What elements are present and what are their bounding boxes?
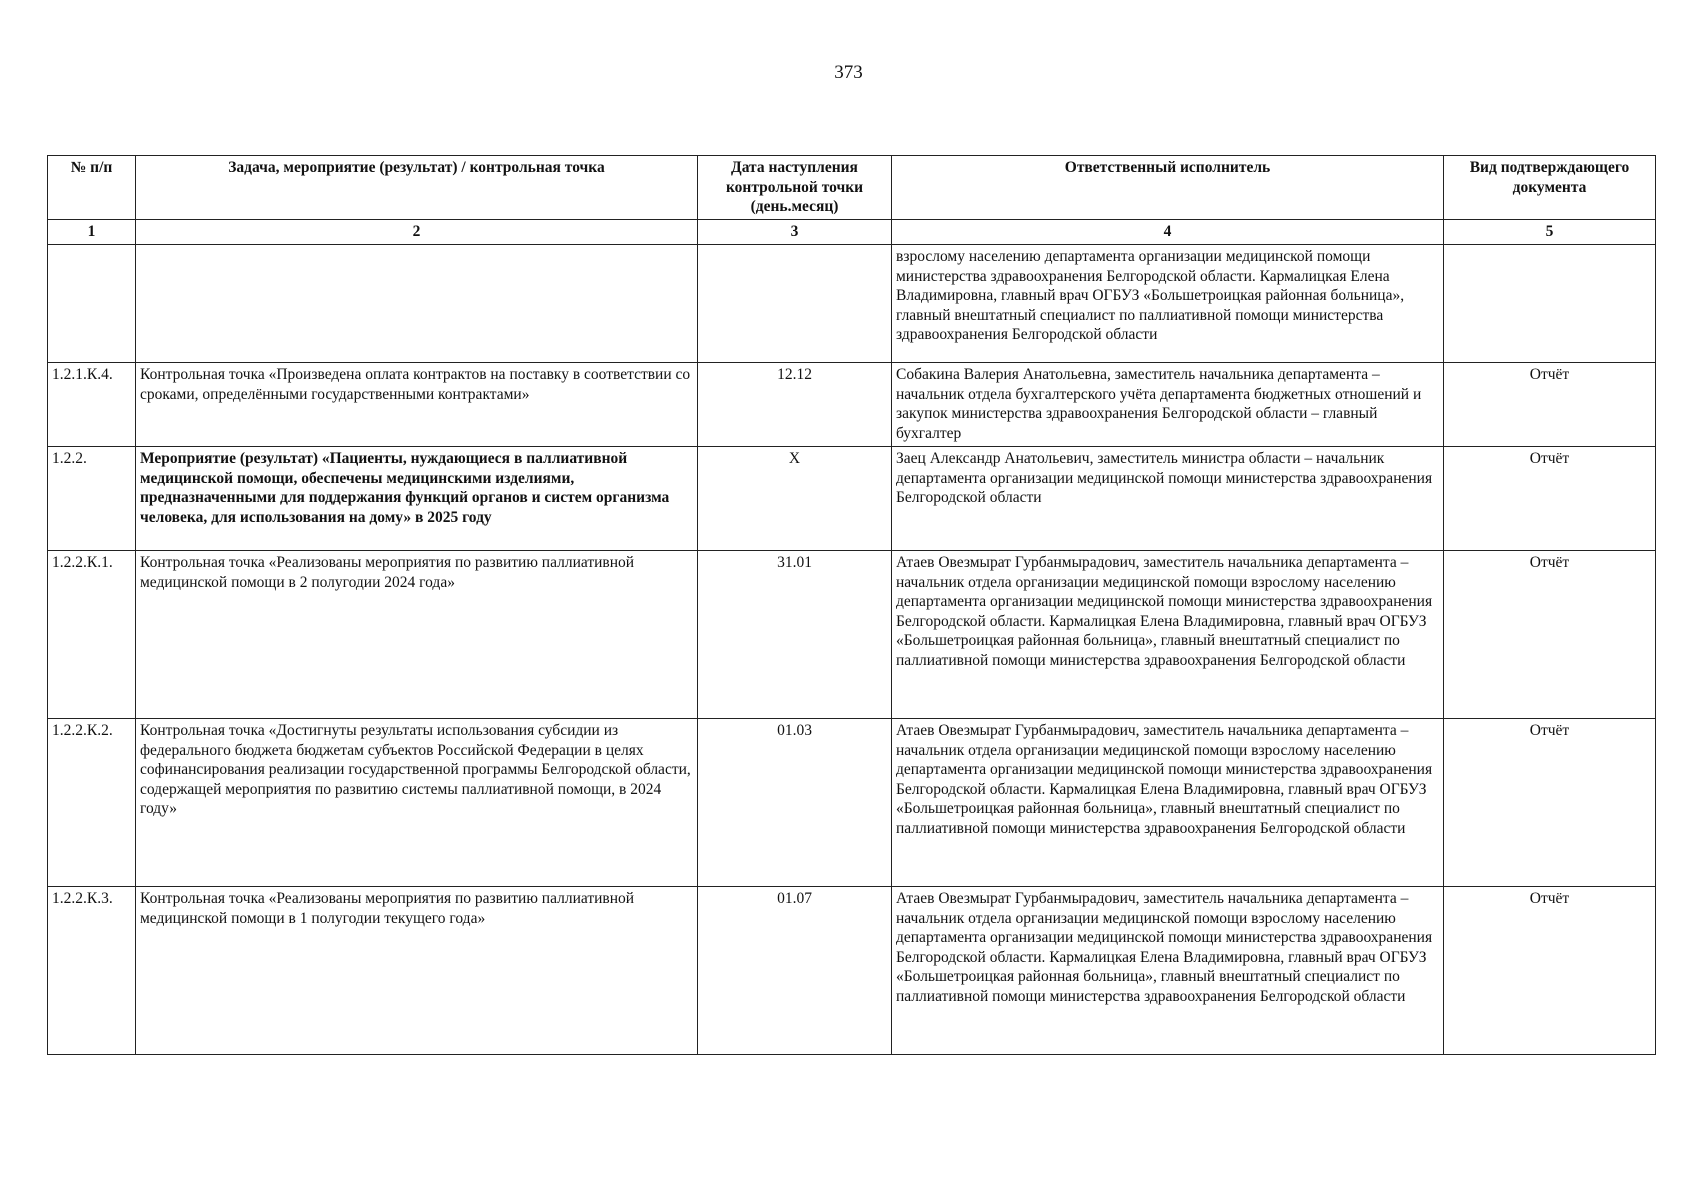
row-executor: Заец Александр Анатольевич, заместитель министра области – начальник департамента организации медицинской помощи министерства здравоохранения Белгородской области xyxy=(892,447,1444,551)
row-executor: Атаев Овезмырат Гурбанмырадович, заместитель начальника департамента – начальник отдела организации медицинской помощи взрослому населению департамента организации медицинской помощи министерства здравоохранения Белгородской области. Кармалицкая Елена Владимировна, главный врач ОГБУЗ «Большетроицкая районная больница», главный внештатный специалист по паллиативной помощи министерства здравоохранения Белгородской области xyxy=(892,887,1444,1055)
row-number: 1.2.2. xyxy=(48,447,136,551)
row-date: 01.07 xyxy=(698,887,892,1055)
row-number: 1.2.2.К.1. xyxy=(48,551,136,719)
table-row xyxy=(48,245,1656,363)
row-executor: Атаев Овезмырат Гурбанмырадович, заместитель начальника департамента – начальник отдела организации медицинской помощи взрослому населению департамента организации медицинской помощи министерства здравоохранения Белгородской области. Кармалицкая Елена Владимировна, главный врач ОГБУЗ «Большетроицкая районная больница», главный внештатный специалист по паллиативной помощи министерства здравоохранения Белгородской области xyxy=(892,551,1444,719)
row-document: Отчёт xyxy=(1444,363,1656,447)
row-task: Контрольная точка «Реализованы мероприятия по развитию паллиативной медицинской помощи в 1 полугодии текущего года» xyxy=(136,887,698,1055)
row-document xyxy=(1444,245,1656,363)
row-number: 1.2.2.К.2. xyxy=(48,719,136,887)
column-number: 3 xyxy=(698,220,892,245)
header-number: № п/п xyxy=(48,156,136,220)
row-date: 01.03 xyxy=(698,719,892,887)
row-document: Отчёт xyxy=(1444,447,1656,551)
table-header-row xyxy=(48,156,1656,220)
table-row xyxy=(48,363,1656,447)
row-executor: Собакина Валерия Анатольевна, заместитель начальника департамента – начальник отдела бухгалтерского учёта департамента бюджетных отношений и закупок министерства здравоохранения Белгородской области – главный бухгалтер xyxy=(892,363,1444,447)
control-points-table xyxy=(47,155,1656,1055)
header-executor: Ответственный исполнитель xyxy=(892,156,1444,220)
column-number-row xyxy=(48,220,1656,245)
header-document: Вид подтверждающего документа xyxy=(1444,156,1656,220)
row-task: Мероприятие (результат) «Пациенты, нуждающиеся в паллиативной медицинской помощи, обеспечены медицинскими изделиями, предназначенными для поддержания функций органов и систем организма человека, для использования на дому» в 2025 году xyxy=(136,447,698,551)
header-task: Задача, мероприятие (результат) / контрольная точка xyxy=(136,156,698,220)
table-row xyxy=(48,719,1656,887)
column-number: 5 xyxy=(1444,220,1656,245)
table-row xyxy=(48,551,1656,719)
row-number: 1.2.2.К.3. xyxy=(48,887,136,1055)
row-document: Отчёт xyxy=(1444,719,1656,887)
row-document: Отчёт xyxy=(1444,887,1656,1055)
row-task: Контрольная точка «Реализованы мероприятия по развитию паллиативной медицинской помощи в 2 полугодии 2024 года» xyxy=(136,551,698,719)
row-task xyxy=(136,245,698,363)
row-date: Х xyxy=(698,447,892,551)
column-number: 2 xyxy=(136,220,698,245)
row-executor: взрослому населению департамента организации медицинской помощи министерства здравоохранения Белгородской области. Кармалицкая Елена Владимировна, главный врач ОГБУЗ «Большетроицкая районная больница», главный внештатный специалист по паллиативной помощи министерства здравоохранения Белгородской области xyxy=(892,245,1444,363)
row-executor: Атаев Овезмырат Гурбанмырадович, заместитель начальника департамента – начальник отдела организации медицинской помощи взрослому населению департамента организации медицинской помощи министерства здравоохранения Белгородской области. Кармалицкая Елена Владимировна, главный врач ОГБУЗ «Большетроицкая районная больница», главный внештатный специалист по паллиативной помощи министерства здравоохранения Белгородской области xyxy=(892,719,1444,887)
row-number xyxy=(48,245,136,363)
column-number: 1 xyxy=(48,220,136,245)
column-number: 4 xyxy=(892,220,1444,245)
page-number: 373 xyxy=(834,62,863,83)
row-date: 31.01 xyxy=(698,551,892,719)
row-date xyxy=(698,245,892,363)
row-task: Контрольная точка «Достигнуты результаты использования субсидии из федерального бюджета бюджетам субъектов Российской Федерации в целях софинансирования реализации государственной программы Белгородской области, содержащей мероприятия по развитию системы паллиативной помощи, в 2024 году» xyxy=(136,719,698,887)
row-date: 12.12 xyxy=(698,363,892,447)
row-number: 1.2.1.К.4. xyxy=(48,363,136,447)
row-document: Отчёт xyxy=(1444,551,1656,719)
header-date: Дата наступления контрольной точки (день.месяц) xyxy=(698,156,892,220)
row-task: Контрольная точка «Произведена оплата контрактов на поставку в соответствии со сроками, определёнными государственными контрактами» xyxy=(136,363,698,447)
table-row xyxy=(48,887,1656,1055)
table-row xyxy=(48,447,1656,551)
